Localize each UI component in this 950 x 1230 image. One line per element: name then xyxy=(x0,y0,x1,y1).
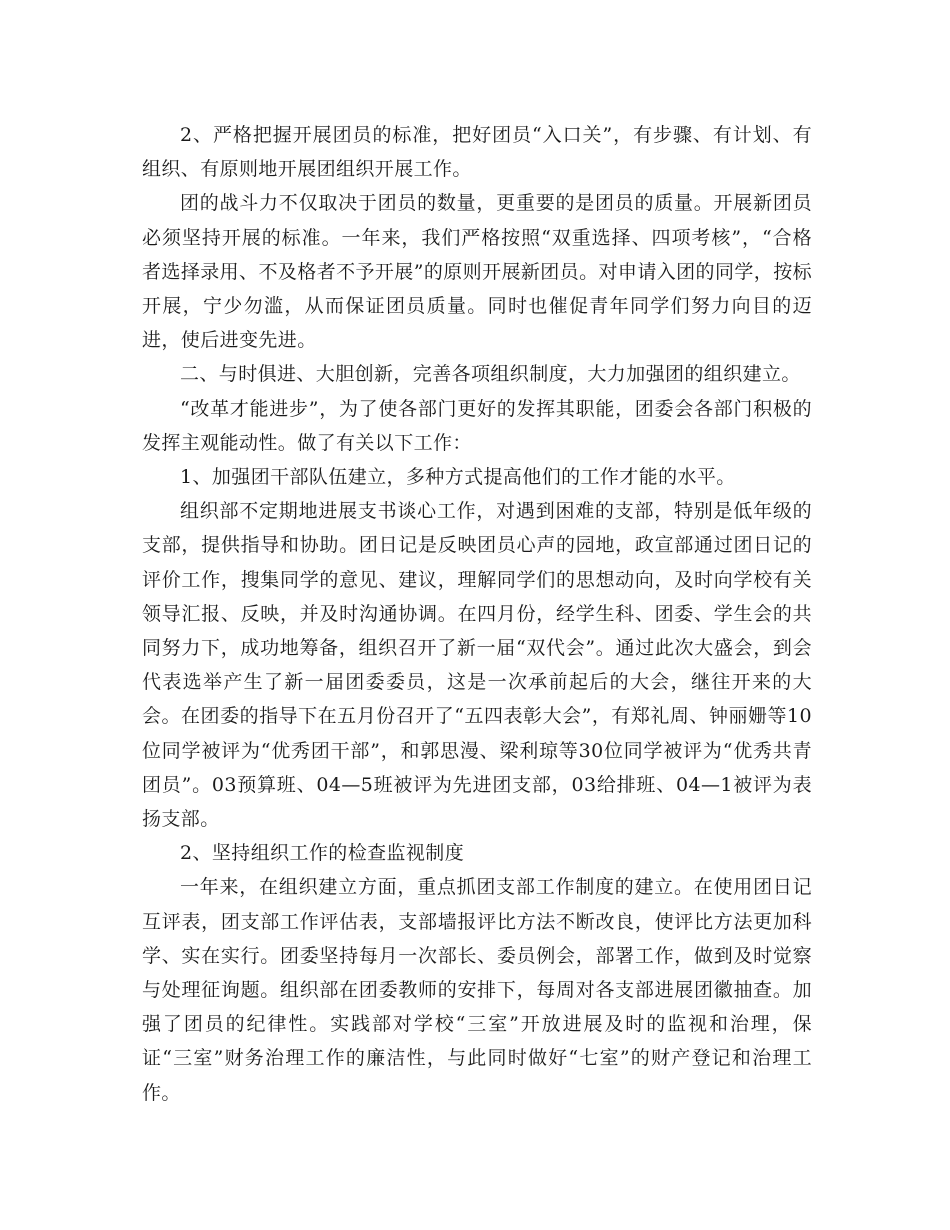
paragraph-reform-progress: “改革才能进步”，为了使各部门更好的发挥其职能，团委会各部门积极的发挥主观能动性。做了有关以下工作： xyxy=(142,397,812,454)
paragraph-organization-work: 组织部不定期地进展支书谈心工作，对遇到困难的支部，特别是低年级的支部，提供指导和协助。团日记是反映团员心声的园地，政宣部通过团日记的评价工作，搜集同学的意见、建议，理解同学们的思想动向，及时向学校有关领导汇报、反映，并及时沟通协调。在四月份，经学生科、团委、学生会的共同努力下，成功地筹备，组织召开了新一届“双代会”。通过此次大盛会，到会代表选举产生了新一届团委委员，这是一次承前起后的大会，继往开来的大会。在团委的指导下在五月份召开了“五四表彰大会”，有郑礼周、钟丽姗等10位同学被评为“优秀团干部”，和郭思漫、梁利琼等30位同学被评为“优秀共青团员”。03预算班、04—5班被评为先进团支部，03给排班、04—1被评为表扬支部。 xyxy=(142,500,812,831)
document-body xyxy=(142,118,812,1110)
paragraph-organization-building: 一年来，在组织建立方面，重点抓团支部工作制度的建立。在使用团日记互评表，团支部工作评估表，支部墙报评比方法不断改良，使评比方法更加科学、实在实行。团委坚持每月一次部长、委员例会，部署工作，做到及时觉察与处理征询题。组织部在团委教师的安排下，每周对各支部进展团徽抽查。加强了团员的纪律性。实践部对学校“三室”开放进展及时的监视和治理，保证“三室”财务治理工作的廉洁性，与此同时做好“七室”的财产登记和治理工作。 xyxy=(142,876,812,1104)
paragraph-membership-standard: 2、严格把握开展团员的标准，把好团员“入口关”，有步骤、有计划、有组织、有原则地开展团组织开展工作。 xyxy=(142,124,812,181)
paragraph-section-two-heading: 二、与时俱进、大胆创新，完善各项组织制度，大力加强团的组织建立。 xyxy=(180,363,801,386)
paragraph-inspection-system-heading: 2、坚持组织工作的检查监视制度 xyxy=(180,842,465,865)
paragraph-cadre-building-heading: 1、加强团干部队伍建立，多种方式提高他们的工作才能的水平。 xyxy=(180,466,736,489)
paragraph-member-quality: 团的战斗力不仅取决于团员的数量，更重要的是团员的质量。开展新团员必须坚持开展的标准。一年来，我们严格按照“双重选择、四项考核”，“合格者选择录用、不及格者不予开展”的原则开展新团员。对申请入团的同学，按标开展，宁少勿滥，从而保证团员质量。同时也催促青年同学们努力向目的迈进，使后进变先进。 xyxy=(142,192,812,352)
